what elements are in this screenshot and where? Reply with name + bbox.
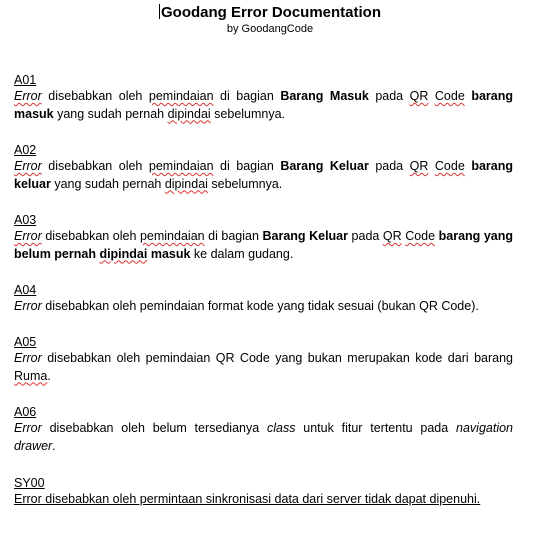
word-pemindaian: pemindaian <box>148 89 214 103</box>
error-entry-a05 <box>14 335 513 385</box>
word-code: Code <box>405 229 436 243</box>
error-description: Error disebabkan oleh permintaan sinkronisasi data dari server tidak dapat dipenuhi. <box>14 492 481 506</box>
section-name: Barang Keluar <box>262 229 348 243</box>
text-run: . <box>47 368 51 383</box>
word-code: Code <box>434 159 465 173</box>
text-cursor <box>159 4 160 19</box>
word-qr: QR <box>409 159 429 173</box>
text-run: . <box>52 438 56 453</box>
text-run: yang sudah pernah <box>53 106 168 121</box>
term-navigation-drawer: navigation drawer <box>14 421 514 453</box>
error-description <box>14 298 513 316</box>
error-description <box>14 350 513 385</box>
text-run: untuk fitur tertentu pada <box>295 421 457 435</box>
word-qr: QR <box>382 229 402 243</box>
text-run: yang sudah pernah <box>50 176 165 191</box>
error-entry-a03 <box>14 213 513 263</box>
text-run: pada <box>368 159 410 173</box>
brand-name: Ruma <box>14 368 48 383</box>
word-code: Code <box>434 89 465 103</box>
item-status: barang masuk <box>14 89 513 121</box>
error-code: A03 <box>14 213 37 227</box>
text-run: sebelumnya. <box>210 106 286 121</box>
word-error: Error <box>14 159 42 173</box>
error-entry-sy00 <box>14 476 513 509</box>
section-name: Barang Keluar <box>280 159 369 173</box>
word-dipindai: dipindai <box>164 176 208 191</box>
error-code: A04 <box>14 283 37 297</box>
section-name: Barang Masuk <box>280 89 369 103</box>
text-run: pada <box>368 89 410 103</box>
text-run: disebabkan oleh <box>41 229 140 243</box>
error-entry-a02 <box>14 143 513 193</box>
text-run: disebabkan oleh <box>41 89 149 103</box>
error-description <box>14 158 513 193</box>
text-run: di bagian <box>213 159 281 173</box>
error-description <box>14 88 513 123</box>
document-title-text: Goodang Error Documentation <box>160 4 381 21</box>
word-error: Error <box>14 299 42 313</box>
error-code: SY00 <box>14 476 45 490</box>
error-entry-a04 <box>14 283 513 316</box>
word-error: Error <box>14 351 42 365</box>
word-dipindai: dipindai <box>99 246 148 261</box>
error-code: A05 <box>14 335 37 349</box>
text-run: di bagian <box>204 229 263 243</box>
error-entry-a01 <box>14 73 513 123</box>
error-code: A01 <box>14 73 37 87</box>
error-description <box>14 228 513 263</box>
word-pemindaian: pemindaian <box>139 229 205 243</box>
document-title <box>0 4 540 22</box>
text-run: disebabkan oleh <box>41 159 149 173</box>
word-error: Error <box>14 229 42 243</box>
word-dipindai: dipindai <box>167 106 211 121</box>
item-status: barang keluar <box>14 159 513 191</box>
text-run: sebelumnya. <box>207 176 283 191</box>
text-run: disebabkan oleh pemindaian QR Code yang bukan merupakan kode dari barang <box>41 351 513 365</box>
error-code: A06 <box>14 405 37 419</box>
item-status: masuk <box>147 246 191 261</box>
word-error: Error <box>14 89 42 103</box>
error-description <box>14 420 513 455</box>
word-error: Error <box>14 421 42 435</box>
term-class: class <box>266 421 296 435</box>
error-entry-a06 <box>14 405 513 455</box>
word-qr: QR <box>409 89 429 103</box>
text-run: ke dalam gudang. <box>190 246 294 261</box>
text-run: di bagian <box>213 89 281 103</box>
item-status: barang yang belum pernah <box>14 229 514 261</box>
text-run: disebabkan oleh belum tersedianya <box>41 421 267 435</box>
text-run: disebabkan oleh pemindaian format kode yang tidak sesuai (bukan QR Code). <box>41 299 479 313</box>
word-pemindaian: pemindaian <box>148 159 214 173</box>
error-code: A02 <box>14 143 37 157</box>
text-run: pada <box>348 229 383 243</box>
document-author: by GoodangCode <box>226 23 314 35</box>
